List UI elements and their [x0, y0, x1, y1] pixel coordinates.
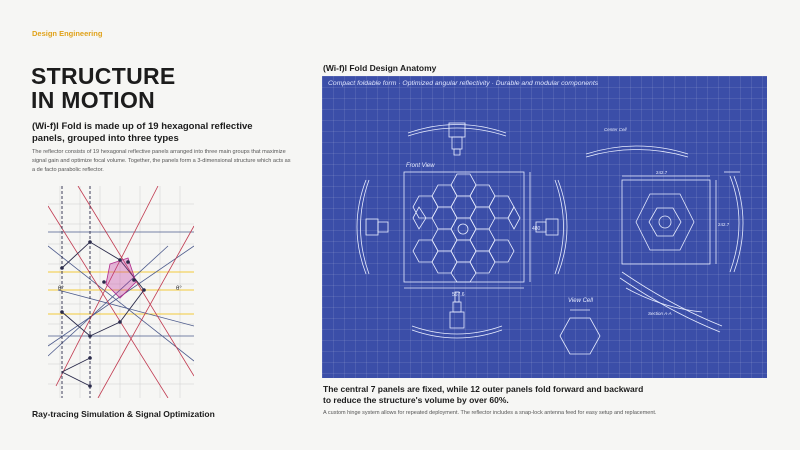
detail-view-cell [560, 310, 600, 354]
detail-center-cell [586, 146, 716, 264]
label-dim-side: 242.7 [718, 222, 730, 227]
blueprint-title: (Wi-f)l Fold Design Anatomy [323, 63, 437, 73]
summary-title: The central 7 panels are fixed, while 12 outer panels fold forward and backward to reduce the structure's volume by over 60%. [323, 384, 644, 405]
label-dim-top: 242.7 [656, 170, 668, 175]
ray-tracing-caption: Ray-tracing Simulation & Signal Optimization [32, 409, 215, 419]
blueprint-drawing [322, 76, 767, 378]
intro-subhead: (Wi-f)l Fold is made up of 19 hexagonal reflective panels, grouped into three types [32, 121, 253, 144]
intro-body: The reflector consists of 19 hexagonal reflective panels arranged into three main groups that maximize signal gain and optimize focal volume. Together, the panels form a 3-dimensional structure which acts as a de facto parabolic reflector. [32, 149, 291, 173]
label-section: Section A-A [648, 311, 672, 316]
section-eyebrow: Design Engineering [32, 29, 103, 38]
left-side-view [357, 180, 388, 274]
diagram-angle-label-right: θ° [176, 286, 182, 292]
summary-text: A custom hinge system allows for repeated deployment. The reflector includes a snap-lock antenna feed for easy setup and replacement. [323, 410, 657, 416]
top-side-view [408, 123, 506, 155]
front-view [404, 172, 530, 288]
blueprint-panel [322, 76, 767, 378]
detail-section-view [620, 272, 722, 332]
page-headline [31, 64, 176, 112]
label-front-view: Front View [406, 163, 435, 169]
diagram-angle-label-left: θ° [58, 286, 64, 292]
ray-tracing-diagram [48, 186, 194, 398]
headline-line-2: IN MOTION [31, 87, 156, 113]
label-center-cell: Center Cell [604, 127, 627, 132]
headline-line-1: STRUCTURE [31, 63, 176, 89]
label-dim-height: 480 [532, 226, 541, 232]
right-side-view [536, 180, 567, 274]
label-dim-width: 567.6 [452, 292, 465, 298]
blueprint-caption: Compact foldable form · Optimized angular reflectivity · Durable and modular components [328, 80, 599, 87]
bottom-side-view [412, 292, 502, 338]
label-view-cell: View Cell [568, 298, 593, 304]
